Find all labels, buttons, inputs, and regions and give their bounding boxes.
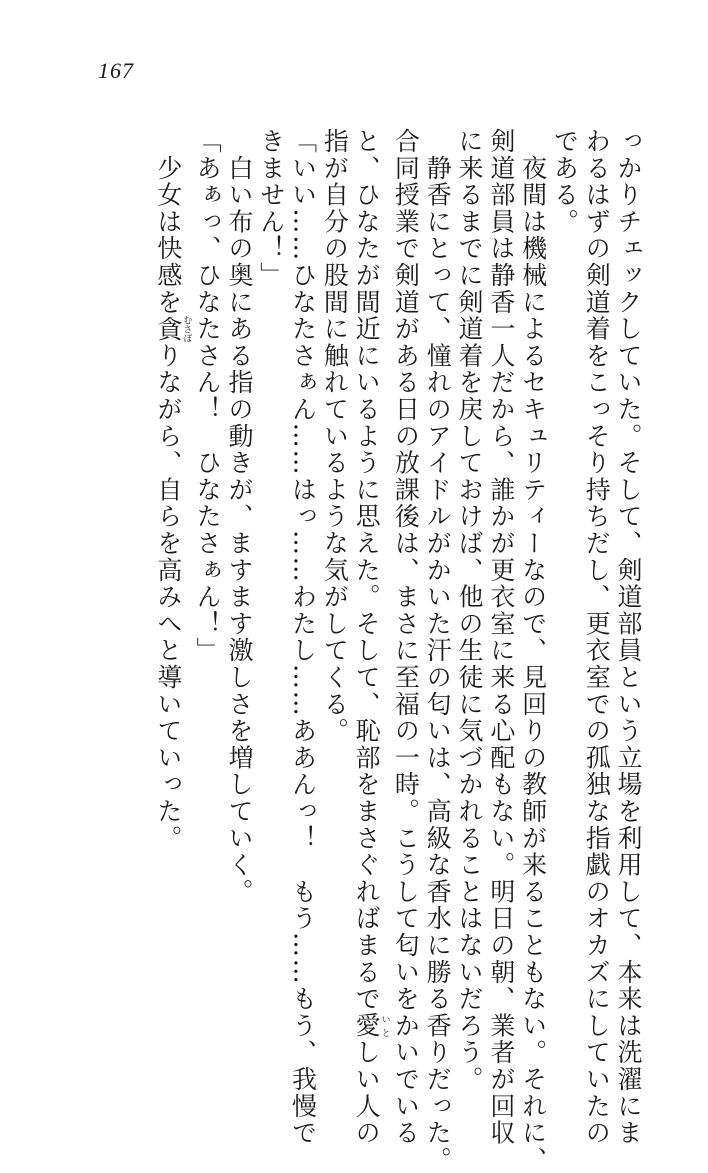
text-line-15: 少女は快感を貪むさぼりながら、自らを高みへと導いていった。	[153, 128, 192, 852]
text-line-4: 夜間は機械によるセキュリティーなので、見回りの教師が来ることもない。それに、	[518, 128, 548, 1173]
furigana-musabo: 貪むさぼ	[153, 315, 192, 343]
text-line-1: っかりチェックしていた。そして、剣道部員という立場を利用して、本来は洗濯にま	[614, 128, 643, 1147]
text-line-2: わるはずの剣道着をこっそり持ちだし、更衣室での孤独な指戯のオカズにしていたの	[582, 128, 612, 1147]
page-number: 167	[98, 58, 134, 83]
text-line-11: 「いい……ひなたさぁん……はっ……わたし……ああんっ！ もう……もう、我慢で	[288, 128, 318, 1147]
text-line-3: である。	[550, 128, 580, 236]
text-line-6: に来るまでに剣道着を戻しておけば、他の生徒に気づかれることはないだろう。	[455, 128, 485, 1093]
text-line-10: 指が自分の股間に触れているような気がしてくる。	[320, 128, 350, 745]
text-line-13: 白い布の奥にある指の動きが、ますます激しさを増していく。	[224, 128, 254, 906]
furigana-ito: 愛いと	[352, 1012, 390, 1040]
text-line-7: 静香にとって、憧れのアイドルがかいた汗の匂いは、高級な香水に勝る香りだった。	[423, 128, 453, 1173]
text-line-9: と、ひなたが間近にいるように思えた。そして、恥部をまさぐればまるで愛いとしい人の	[352, 128, 390, 1147]
text-line-12: きません！」	[256, 128, 286, 289]
body-text	[94, 128, 644, 1173]
text-line-5: 剣道部員は静香一人だから、誰かが更衣室に来る心配もない。明日の朝、業者が回収	[486, 128, 516, 1147]
text-line-8: 合同授業で剣道がある日の放課後は、まさに至福の一時。こうして匂いをかいでいる	[391, 128, 421, 1147]
text-line-14: 「あぁっ、ひなたさん！ ひなたさぁん！」	[193, 128, 223, 664]
